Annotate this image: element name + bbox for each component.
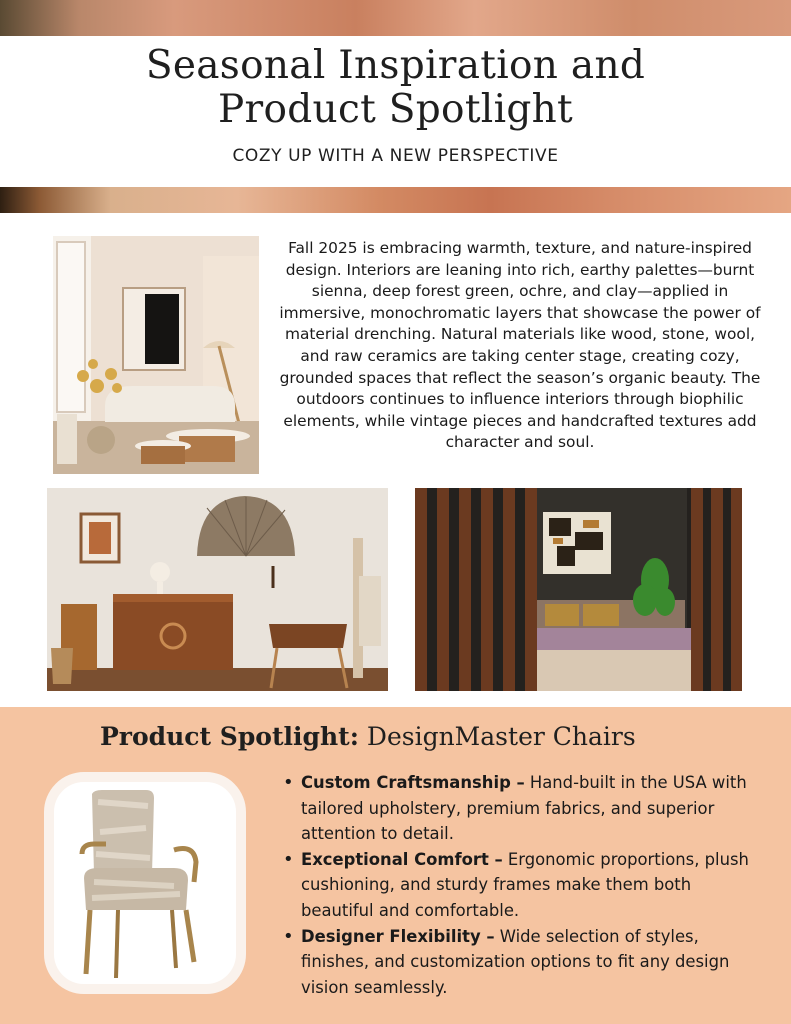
feature-title: Exceptional Comfort –	[301, 849, 503, 869]
feature-item-comfort	[281, 847, 761, 924]
feature-title: Designer Flexibility –	[301, 926, 495, 946]
spotlight-product-name: DesignMaster Chairs	[358, 722, 636, 751]
feature-item-craftsmanship	[281, 770, 761, 847]
header-banner-image-bottom	[0, 187, 791, 213]
feature-text: Hand-built in the USA with tailored upholstery, premium fabrics, and superior attention to detail.	[301, 773, 747, 844]
feature-list	[281, 770, 761, 1000]
title-line-1: Seasonal Inspiration and	[145, 43, 646, 88]
spotlight-heading-label: Product Spotlight:	[100, 722, 359, 751]
feature-text: Ergonomic proportions, plush cushioning, and sturdy frames make them both beautiful and comfortable.	[301, 849, 749, 920]
chair-product-image	[44, 772, 246, 994]
feature-item-flexibility	[281, 924, 761, 1001]
feature-title: Custom Craftsmanship –	[301, 773, 525, 792]
living-room-photo	[53, 236, 259, 474]
page-subtitle: COZY UP WITH A NEW PERSPECTIVE	[232, 146, 559, 166]
title-line-2: Product Spotlight	[218, 87, 573, 132]
spotlight-heading	[100, 722, 740, 751]
title-panel	[0, 36, 791, 187]
intro-paragraph: Fall 2025 is embracing warmth, texture, and nature-inspired design. Interiors are leaning into rich, earthy palettes—burnt sienna, deep forest green, ochre, and clay—applied in immersive, monochromatic layers that showcase the power of material drenching. Natural materials like wood, stone, wool, and raw ceramics are taking center stage, creating cozy, grounded spaces that reflect the season’s organic beauty. The outdoors continues to influence interiors through biophilic elements, while vintage pieces and handcrafted textures add character and soul.	[279, 239, 761, 452]
feature-text: Wide selection of styles, finishes, and customization options to fit any design vision seamlessly.	[301, 926, 730, 997]
bedroom-photo	[415, 488, 742, 691]
page-title	[0, 36, 791, 132]
header-banner-image-top	[0, 0, 791, 36]
entryway-sideboard-photo	[47, 488, 388, 691]
product-spotlight-section	[0, 707, 791, 1024]
